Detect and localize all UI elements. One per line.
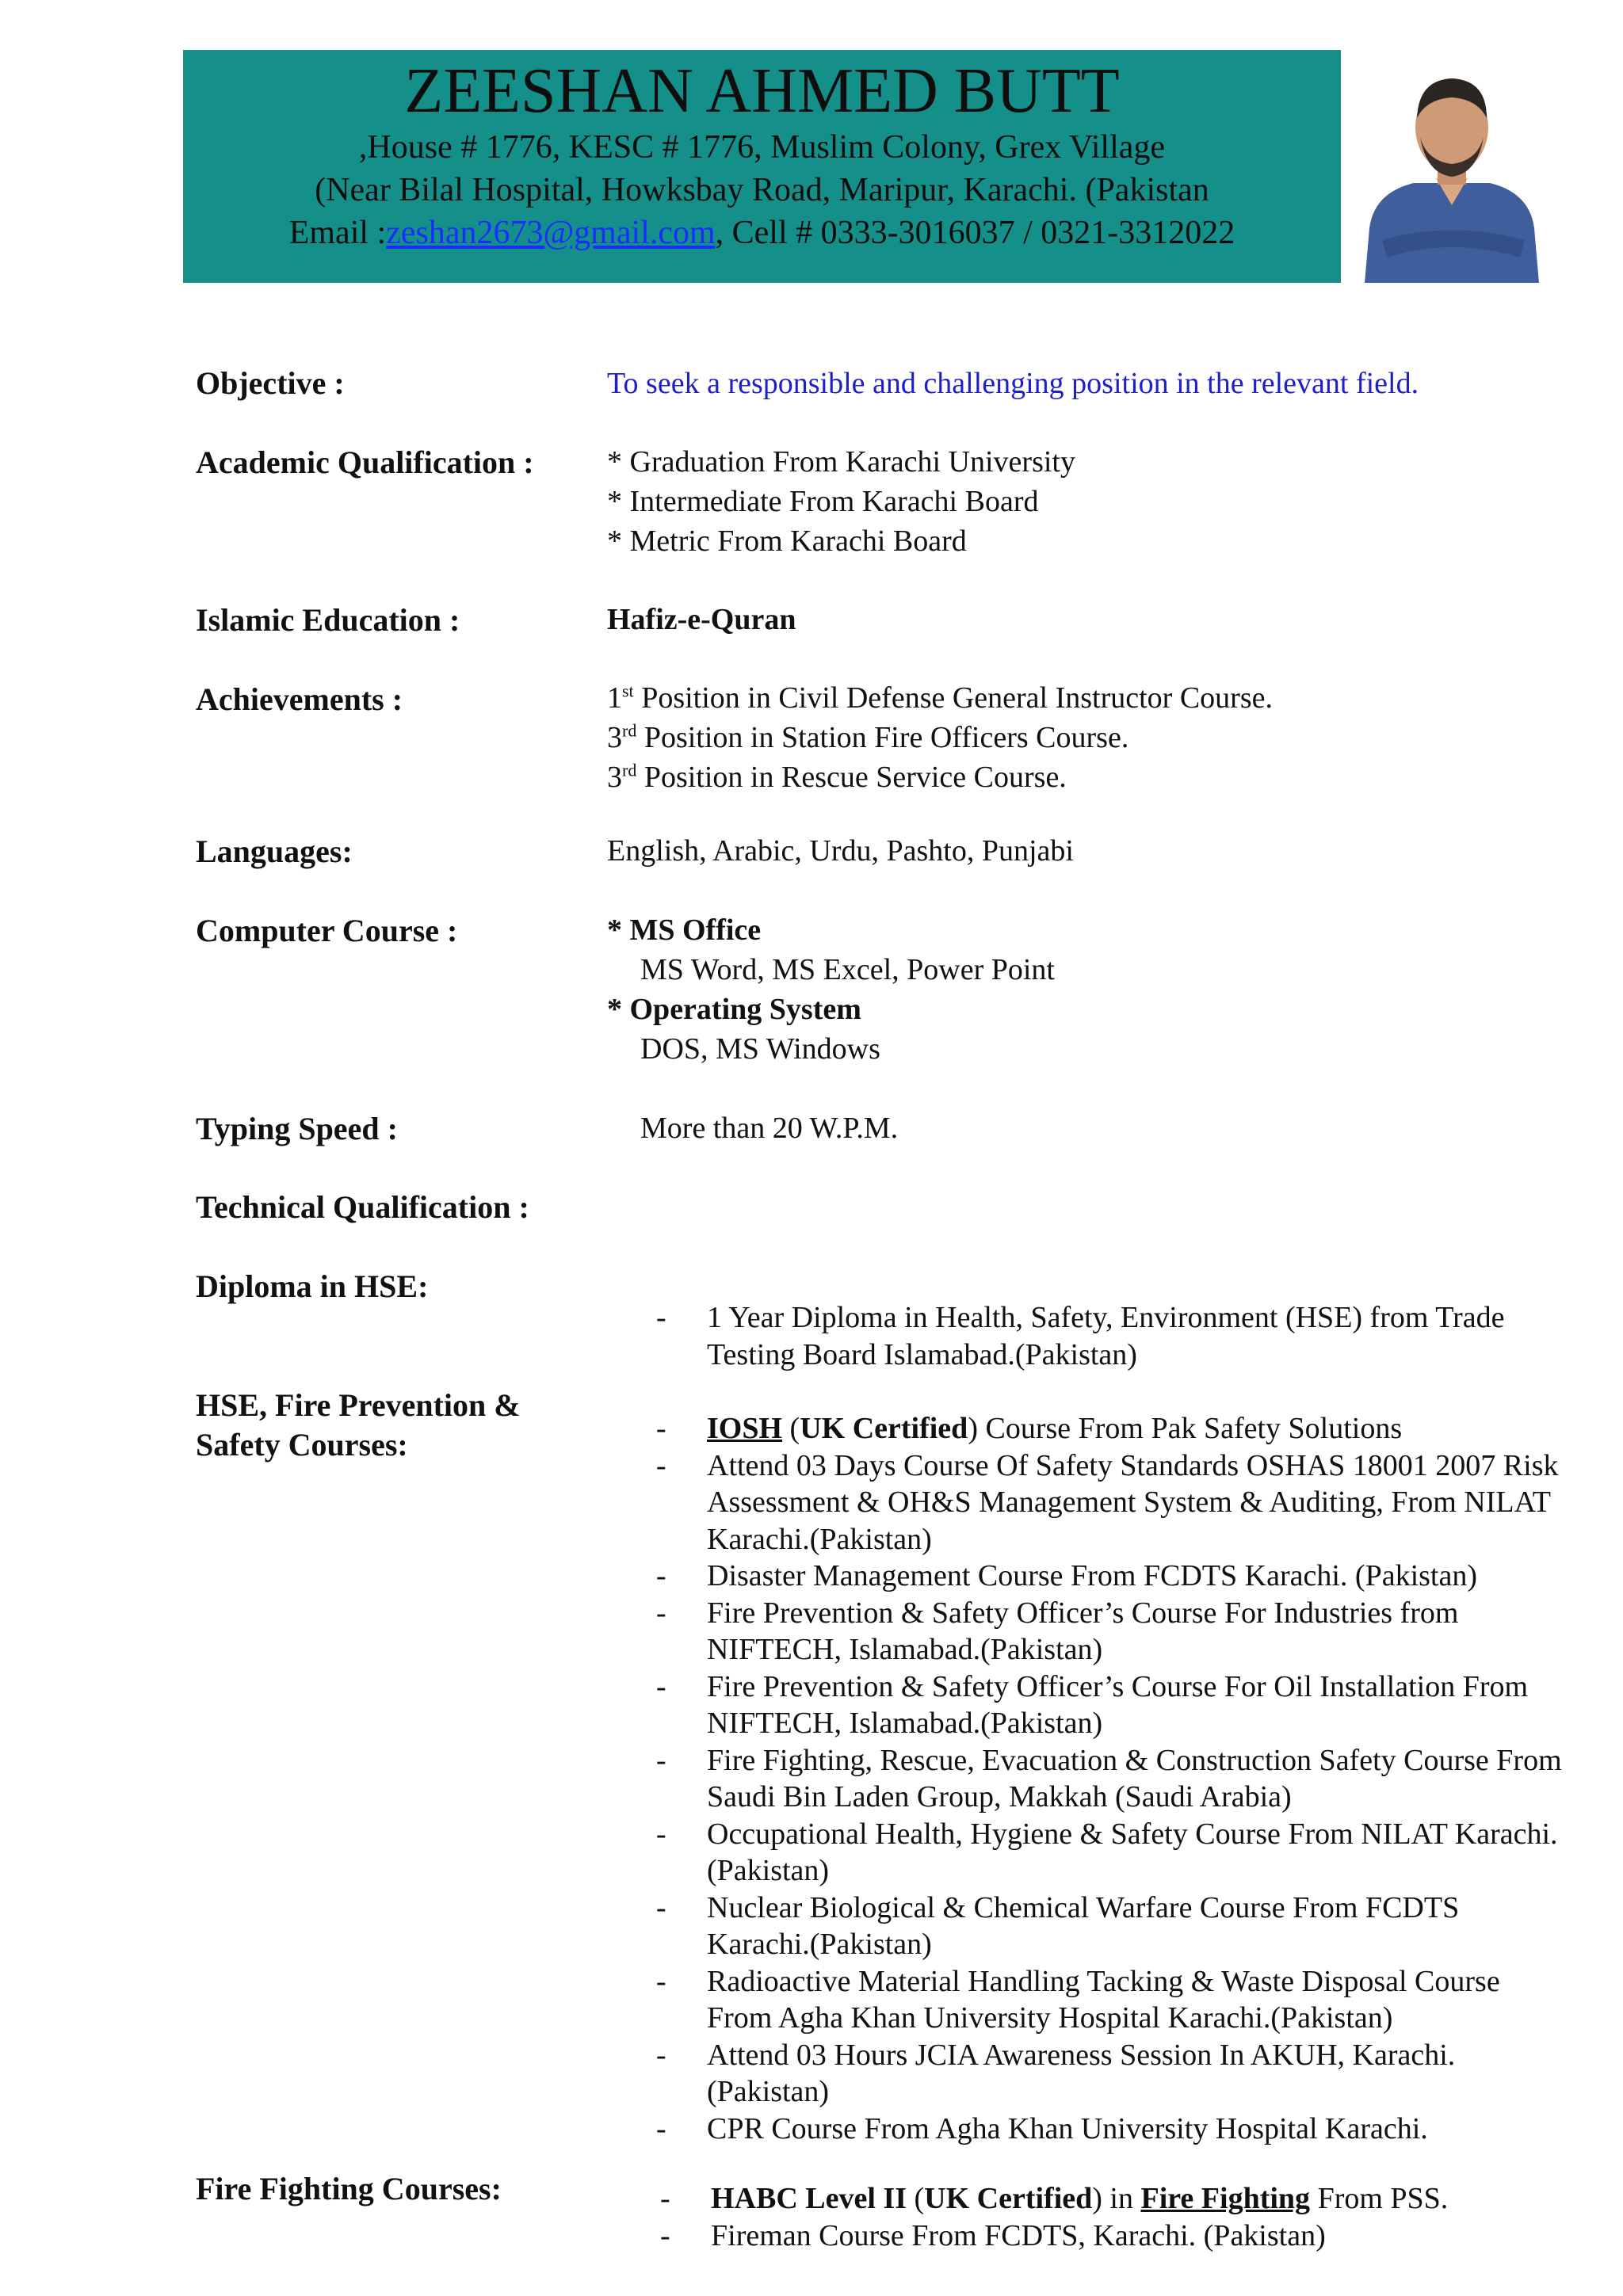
- list-item: - Fire Fighting, Rescue, Evacuation & Construction Safety Course From Saudi Bin Laden Group, Makkah (Saudi Arabia): [650, 1742, 1569, 1816]
- objective-text: To seek a responsible and challenging position in the relevant field.: [607, 367, 1419, 400]
- computer-label: Computer Course :: [196, 913, 458, 948]
- achievement-item: 1st Position in Civil Defense General Instructor Course.: [607, 681, 1273, 715]
- list-item: - Nuclear Biological & Chemical Warfare Course From FCDTS Karachi.(Pakistan): [650, 1890, 1569, 1963]
- computer-group-title: * MS Office: [607, 913, 762, 947]
- computer-group-items: MS Word, MS Excel, Power Point: [640, 953, 1055, 986]
- firefighting-list: [654, 2180, 1573, 2254]
- academic-label: Academic Qualification :: [196, 444, 534, 480]
- list-item: - 1 Year Diploma in Health, Safety, Environment (HSE) from Trade Testing Board Islamabad.(Pakistan): [650, 1299, 1569, 1373]
- list-item: - IOSH (UK Certified) Course From Pak Safety Solutions: [650, 1410, 1569, 1447]
- hse-label: HSE, Fire Prevention & Safety Courses:: [196, 1387, 521, 1463]
- header-banner: [183, 50, 1341, 283]
- candidate-name: ZEESHAN AHMED BUTT: [404, 56, 1120, 126]
- email-label: Email :: [288, 215, 387, 251]
- islamic-text: Hafiz-e-Quran: [607, 603, 796, 636]
- academic-item: * Graduation From Karachi University: [607, 445, 1075, 479]
- list-item: - Disaster Management Course From FCDTS Karachi. (Pakistan): [650, 1558, 1569, 1595]
- achievement-item: 3rd Position in Station Fire Officers Course.: [607, 720, 1129, 754]
- profile-photo: [1350, 50, 1553, 283]
- islamic-label: Islamic Education :: [196, 602, 460, 638]
- contact-line: [183, 212, 1341, 254]
- typing-text: More than 20 W.P.M.: [640, 1112, 899, 1145]
- diploma-list: [650, 1299, 1569, 1373]
- academic-list: [607, 442, 1075, 561]
- computer-list: [607, 910, 1055, 1069]
- achievements-list: [607, 678, 1273, 797]
- list-item: - Occupational Health, Hygiene & Safety Course From NILAT Karachi.(Pakistan): [650, 1816, 1569, 1890]
- diploma-label: Diploma in HSE:: [196, 1268, 429, 1304]
- academic-item: * Metric From Karachi Board: [607, 524, 967, 558]
- computer-group-title: * Operating System: [607, 993, 861, 1026]
- achievements-label: Achievements :: [196, 681, 403, 717]
- address-line-1: ,House # 1776, KESC # 1776, Muslim Colony, Grex Village: [358, 129, 1166, 166]
- languages-text: English, Arabic, Urdu, Pashto, Punjabi: [607, 834, 1074, 868]
- list-item: - Attend 03 Days Course Of Safety Standards OSHAS 18001 2007 Risk Assessment & OH&S Management System & Auditing, From NILAT Karachi.(Pakistan): [650, 1447, 1569, 1558]
- technical-label: Technical Qualification :: [196, 1189, 529, 1225]
- academic-item: * Intermediate From Karachi Board: [607, 485, 1039, 518]
- computer-group-items: DOS, MS Windows: [640, 1032, 880, 1066]
- languages-label: Languages:: [196, 833, 353, 869]
- email-link[interactable]: zeshan2673@gmail.com: [386, 215, 716, 251]
- hse-list: [650, 1410, 1569, 2147]
- achievement-item: 3rd Position in Rescue Service Course.: [607, 760, 1067, 794]
- list-item: - CPR Course From Agha Khan University Hospital Karachi.: [650, 2111, 1569, 2148]
- cell-numbers: , Cell # 0333-3016037 / 0321-3312022: [715, 215, 1235, 251]
- list-item: - Attend 03 Hours JCIA Awareness Session In AKUH, Karachi. (Pakistan): [650, 2037, 1569, 2111]
- list-item: - HABC Level II (UK Certified) in Fire Fighting From PSS.: [654, 2180, 1573, 2218]
- list-item: - Fire Prevention & Safety Officer’s Course For Oil Installation From NIFTECH, Islamabad.(Pakistan): [650, 1669, 1569, 1742]
- list-item: - Fire Prevention & Safety Officer’s Course For Industries from NIFTECH, Islamabad.(Pakistan): [650, 1595, 1569, 1669]
- list-item: - Fireman Course From FCDTS, Karachi. (Pakistan): [654, 2218, 1573, 2255]
- objective-label: Objective :: [196, 365, 345, 401]
- typing-label: Typing Speed :: [196, 1111, 398, 1146]
- list-item: - Radioactive Material Handling Tacking & Waste Disposal Course From Agha Khan University Hospital Karachi.(Pakistan): [650, 1963, 1569, 2037]
- person-photo-icon: [1350, 50, 1553, 283]
- address-line-2: (Near Bilal Hospital, Howksbay Road, Maripur, Karachi. (Pakistan: [315, 172, 1209, 208]
- firefighting-label: Fire Fighting Courses:: [196, 2171, 502, 2206]
